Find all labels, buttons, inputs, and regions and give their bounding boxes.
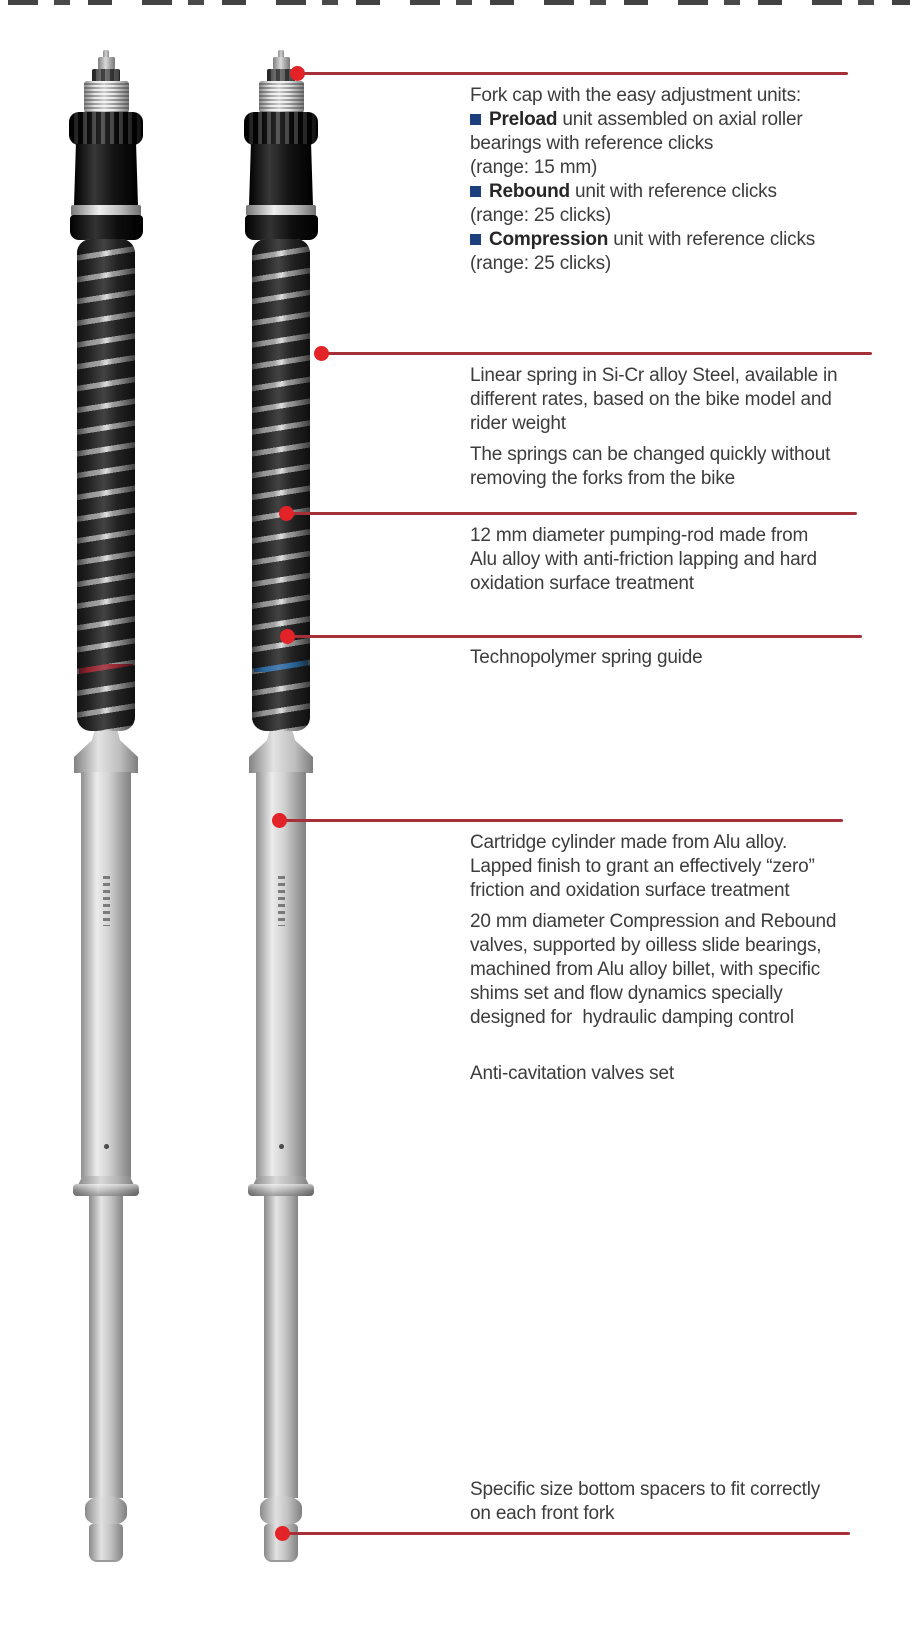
cartridge-cylinder-callout-dot [272,813,287,828]
text-segment: friction and oxidation surface treatment [470,880,790,901]
bleed-hole [104,1144,109,1149]
bottom-spacer-bulge [260,1496,302,1526]
flange-lip [73,1184,139,1196]
bottom-spacer-callout-line [282,1532,850,1535]
text-segment: Anti-cavitation valves set [470,1063,674,1084]
linear-spring-callout-dot [314,346,329,361]
linear-spring-text-line [470,467,874,491]
text-segment: The springs can be changed quickly without [470,444,831,465]
cropped-header-text [8,0,910,5]
cartridge-cylinder [256,772,306,1178]
text-segment: Lapped finish to grant an effectively “zero” [470,856,815,877]
emphasized-term: Compression [489,229,609,250]
cartridge-cylinder-text-line [470,910,874,934]
cartridge-cylinder-text-line [470,831,874,855]
text-segment: Cartridge cylinder made from Alu alloy. [470,832,788,853]
bullet-square-icon [470,186,481,197]
bottom-spacer-text-line [470,1478,874,1502]
fork-cap-text-line [470,84,874,108]
emphasized-term: Preload [489,109,558,130]
fork-cap-text-line [470,252,874,276]
text-segment: machined from Alu alloy billet, with specific [470,959,821,980]
bottom-spacer-text-line [470,1502,874,1526]
cartridge-cylinder-text-line [470,982,874,1006]
spring-top-collar [70,215,143,240]
coil-spring [77,239,135,731]
pumping-rod-description [470,524,874,596]
pumping-rod-text-line [470,524,874,548]
cartridge-cone [74,731,138,773]
fork-cartridge-left [26,45,186,1634]
pumping-rod-text-line [470,572,874,596]
spring-shading [252,239,310,731]
text-segment: Technopolymer spring guide [470,647,703,668]
spring-guide-text-line [470,646,874,670]
text-segment: Linear spring in Si-Cr alloy Steel, available in [470,365,838,386]
fork-cap-callout-dot [290,66,305,81]
bottom-spacer-description [470,1478,874,1526]
fork-cap-text-line [470,108,874,132]
emphasized-term: Rebound [489,181,570,202]
flange-lip [248,1184,314,1196]
cartridge-cylinder-text-line [470,1006,874,1030]
fork-cap-text-line [470,204,874,228]
coil-spring [252,239,310,731]
text-segment: bearings with reference clicks [470,133,714,154]
fork-cap-text-line [470,132,874,156]
spring-shading [77,239,135,731]
spring-guide-callout-dot [280,629,295,644]
cartridge-cylinder-text-line [470,855,874,879]
fork-cap-text-line [470,180,874,204]
cartridge-cylinder-callout-line [279,819,843,822]
text-segment: (range: 15 mm) [470,157,598,178]
bleed-hole [279,1144,284,1149]
text-segment: designed for hydraulic damping control [470,1007,794,1028]
fork-cap-callout-line [297,72,848,75]
cartridge-cone [249,731,313,773]
text-segment: on each front fork [470,1503,615,1524]
cap-ribbed-ring [244,112,318,145]
linear-spring-callout-line [321,352,872,355]
text-segment: rider weight [470,413,566,434]
text-segment: unit assembled on axial roller [557,109,803,130]
cartridge-cylinder-text-line [470,879,874,903]
linear-spring-description [470,364,874,491]
linear-spring-text-line [470,388,874,412]
text-segment: Fork cap with the easy adjustment units: [470,85,801,106]
lower-tube [89,1196,123,1498]
pumping-rod-callout-dot [279,506,294,521]
tube-brand-marking [103,876,110,926]
text-segment: shims set and flow dynamics specially [470,983,783,1004]
lower-tube [264,1196,298,1498]
fork-cap-threads [84,81,129,113]
cap-ribbed-ring [69,112,143,145]
text-segment: unit with reference clicks [608,229,816,250]
pumping-rod-text-line [470,548,874,572]
cap-black-body [249,144,313,206]
cartridge-cylinder [81,772,131,1178]
text-segment: Specific size bottom spacers to fit correctly [470,1479,821,1500]
spring-top-collar [245,215,318,240]
spring-guide-callout-line [287,635,862,638]
linear-spring-text-line [470,443,874,467]
fork-cartridge-right [201,45,361,1634]
spring-guide-description [470,646,874,670]
text-segment: Alu alloy with anti-friction lapping and hard [470,549,817,570]
cartridge-cylinder-text-line [470,1062,874,1086]
text-segment: oxidation surface treatment [470,573,694,594]
cartridge-cylinder-text-line [470,958,874,982]
pumping-rod-callout-line [286,512,857,515]
cap-black-body [74,144,138,206]
linear-spring-text-line [470,412,874,436]
fork-cap-text-line [470,228,874,252]
text-segment: valves, supported by oilless slide bearings, [470,935,822,956]
text-segment: removing the forks from the bike [470,468,735,489]
text-segment: unit with reference clicks [569,181,777,202]
cartridge-cylinder-description [470,831,874,1086]
fork-cap-threads [259,81,304,113]
text-segment: different rates, based on the bike model and [470,389,832,410]
fork-cap-text-line [470,156,874,180]
text-segment: (range: 25 clicks) [470,253,612,274]
bullet-square-icon [470,114,481,125]
cartridge-cylinder-text-line [470,934,874,958]
bullet-square-icon [470,234,481,245]
text-segment: 12 mm diameter pumping-rod made from [470,525,809,546]
tube-brand-marking [278,876,285,926]
fork-cap-description [470,84,874,276]
bottom-spacer-tip [89,1524,123,1562]
bottom-spacer-bulge [85,1496,127,1526]
bottom-spacer-callout-dot [275,1526,290,1541]
text-segment: (range: 25 clicks) [470,205,612,226]
linear-spring-text-line [470,364,874,388]
text-segment: 20 mm diameter Compression and Rebound [470,911,837,932]
